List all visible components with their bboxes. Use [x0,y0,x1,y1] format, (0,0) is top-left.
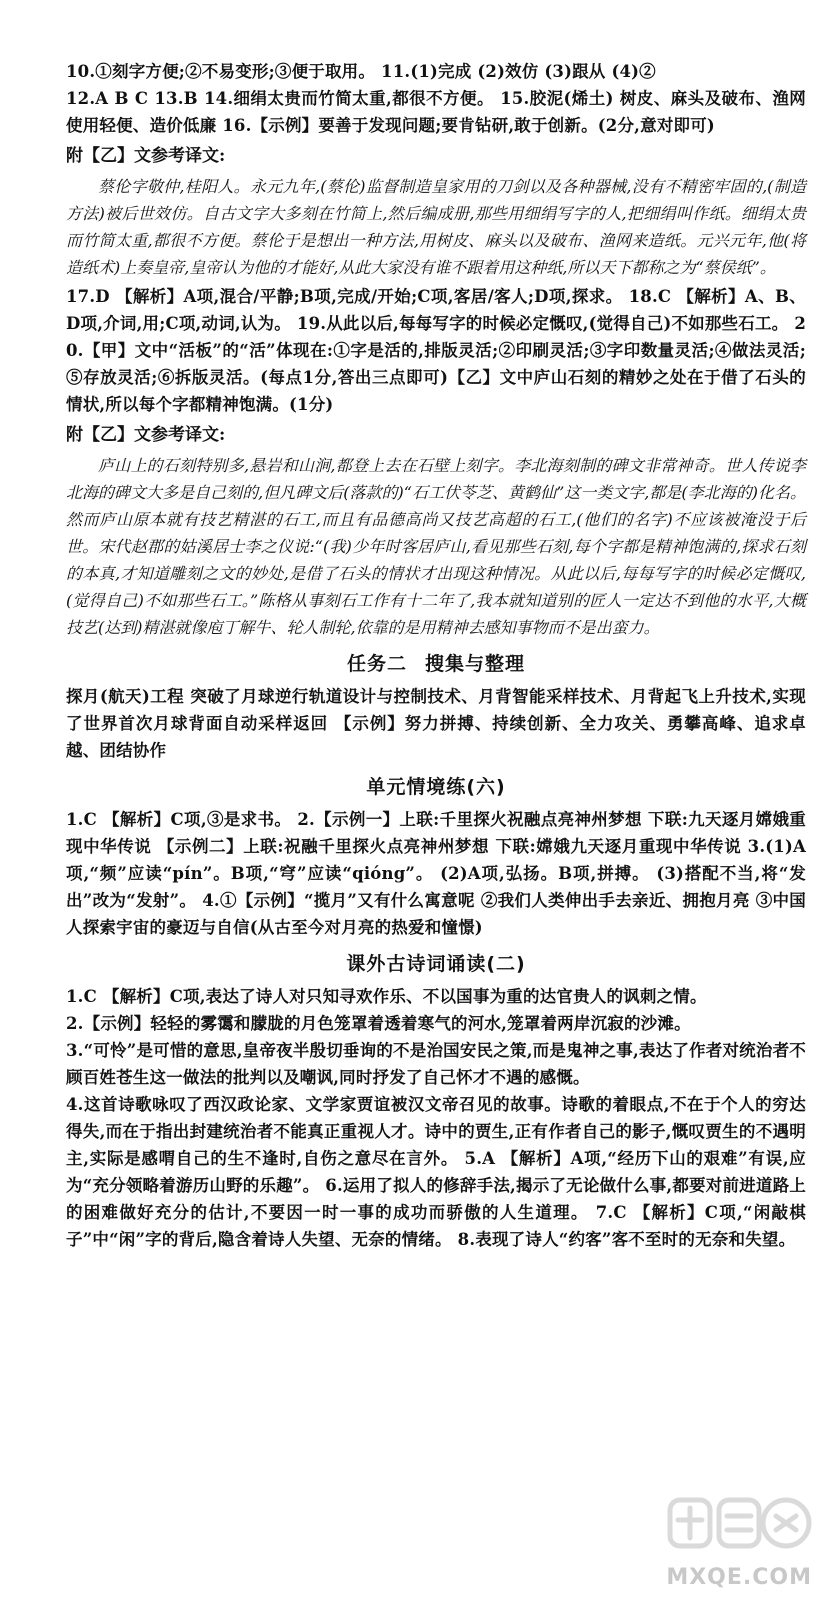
watermark-logo-icon [664,1490,814,1564]
translation-text-2: 庐山上的石刻特别多,悬岩和山涧,都登上去在石壁上刻字。李北海刻制的碑文非常神奇。世人传说李北海的碑文大多是自己刻的,但凡碑文后(落款的)“石工伏苓芝、黄鹤仙”这一类文字,都是(李北海的)化名。然而庐山原本就有技艺精湛的石工,而且有品德高尚又技艺高超的石工,(他们的名字)不应该被淹没于后世。宋代赵郡的姑溪居士李之仪说:“(我)少年时客居庐山,看见那些石刻,每个字都是精神饱满的,探求石刻的本真,才知道雕刻之文的妙处,是借了石头的情状才出现这种情况。从此以后,每每写字的时候必定慨叹,(觉得自己)不如那些石工。”陈格从事刻石工作有十二年了,我本就知道别的匠人一定达不到他的水平,大概技艺(达到)精湛就像庖丁解牛、轮人制轮,依靠的是用精神去感知事物而不是出蛮力。 [66,456,806,637]
unit-practice-answers: 1.C 【解析】C项,③是求书。 2.【示例一】上联:千里探火祝融点亮神州梦想 下联:九天逐月嫦娥重现中华传说 【示例二】上联:祝融千里探火点亮神州梦想 下联:嫦娥九天逐月重现中华传说 3.(1)A项,“频”应读“pín”。B项,“穹”应读“qióng”。 (2)A项,弘扬。B项,拼搏。 (3)搭配不当,将“发出”改为“发射”。 4.①【示例】“揽月”又有什么寓意呢 ②我们人类伸出手去亲近、拥抱月亮 ③中国人探索宇宙的豪迈与自信(从古至今对月亮的热爱和憧憬) [66,810,806,937]
section-title-task2-name: 搜集与整理 [425,653,526,675]
section-title-task2 [66,645,806,683]
translation-text-1: 蔡伦字敬仲,桂阳人。永元九年,(蔡伦)监督制造皇家用的刀剑以及各种器械,没有不精密牢固的,(制造方法)被后世效仿。自古文字大多刻在竹简上,然后编成册,那些用细绢写字的人,把细绢叫作纸。细绢太贵而竹简太重,都很不方便。蔡伦于是想出一种方法,用树皮、麻头以及破布、渔网来造纸。元兴元年,他(将造纸术)上奏皇帝,皇帝认为他的才能好,从此大家没有谁不跟着用这种纸,所以天下都称之为“蔡侯纸”。 [66,177,806,277]
answer-page [66,58,806,1253]
section-title-classical-poetry: 课外古诗词诵读(二) [346,953,526,975]
poetry-answer-2: 2.【示例】轻轻的雾霭和朦胧的月色笼罩着透着寒气的河水,笼罩着两岸沉寂的沙滩。 [66,1014,691,1033]
poetry-answer-1: 1.C 【解析】C项,表达了诗人对只知寻欢作乐、不以国事为重的达官贵人的讽刺之情。 [66,987,707,1006]
poetry-answer-4-8: 4.这首诗歌咏叹了西汉政论家、文学家贾谊被汉文帝召见的故事。诗歌的着眼点,不在于个人的穷达得失,而在于指出封建统治者不能真正重视人才。诗中的贾生,正有作者自己的影子,慨叹贾生的不遇明主,实际是感喟自己的生不逢时,自伤之意尽在言外。 5.A 【解析】A项,“经历下山的艰难”有误,应为“充分领略着游历山野的乐趣”。 6.运用了拟人的修辞手法,揭示了无论做什么事,都要对前进道路上的困难做好充分的估计,不要因一时一事的成功而骄傲的人生道理。 7.C 【解析】C项,“闲敲棋子”中“闲”字的背后,隐含着诗人失望、无奈的情绪。 8.表现了诗人“约客”客不至时的无奈和失望。 [66,1095,806,1249]
answers-17-20: 17.D 【解析】A项,混合/平静;B项,完成/开始;C项,客居/客人;D项,探求。 18.C 【解析】A、B、D项,介词,用;C项,动词,认为。 19.从此以后,每每写字的时候必定慨叹,(觉得自己)不如那些石工。 20.【甲】文中“活板”的“活”体现在:①字是活的,排版灵活;②印刷灵活;③字印数量灵活;④做法灵活;⑤存放灵活;⑥拆版灵活。(每点1分,答出三点即可)【乙】文中庐山石刻的精妙之处在于借了石头的情状,所以每个字都精神饱满。(1分) [66,287,806,414]
task2-answer: 探月(航天)工程 突破了月球逆行轨道设计与控制技术、月背智能采样技术、月背起飞上升技术,实现了世界首次月球背面自动采样返回 【示例】努力拼搏、持续创新、全力攻关、勇攀高峰、追求卓越、团结协作 [66,687,806,760]
section-title-unit-practice: 单元情境练(六) [366,776,506,798]
answer-line-10-11: 10.①刻字方便;②不易变形;③便于取用。 11.(1)完成 (2)效仿 (3)跟从 (4)② [66,62,656,81]
section-title-task2-number: 任务二 [346,653,407,675]
watermark-url: MXQE.COM [666,1565,812,1590]
poetry-answer-3: 3.“可怜”是可惜的意思,皇帝夜半殷切垂询的不是治国安民之策,而是鬼神之事,表达了作者对统治者不顾百姓苍生这一做法的批判以及嘲讽,同时抒发了自己怀才不遇的感慨。 [66,1041,806,1087]
translation-heading-2: 附【乙】文参考译文: [66,425,226,445]
answer-line-12-16: 12.A B C 13.B 14.细绢太贵而竹简太重,都很不方便。 15.胶泥(烯土) 树皮、麻头及破布、渔网 使用轻便、造价低廉 16.【示例】要善于发现问题;要肯钻研,敢于创新。(2分,意对即可) [66,89,806,135]
translation-heading-1: 附【乙】文参考译文: [66,146,226,166]
